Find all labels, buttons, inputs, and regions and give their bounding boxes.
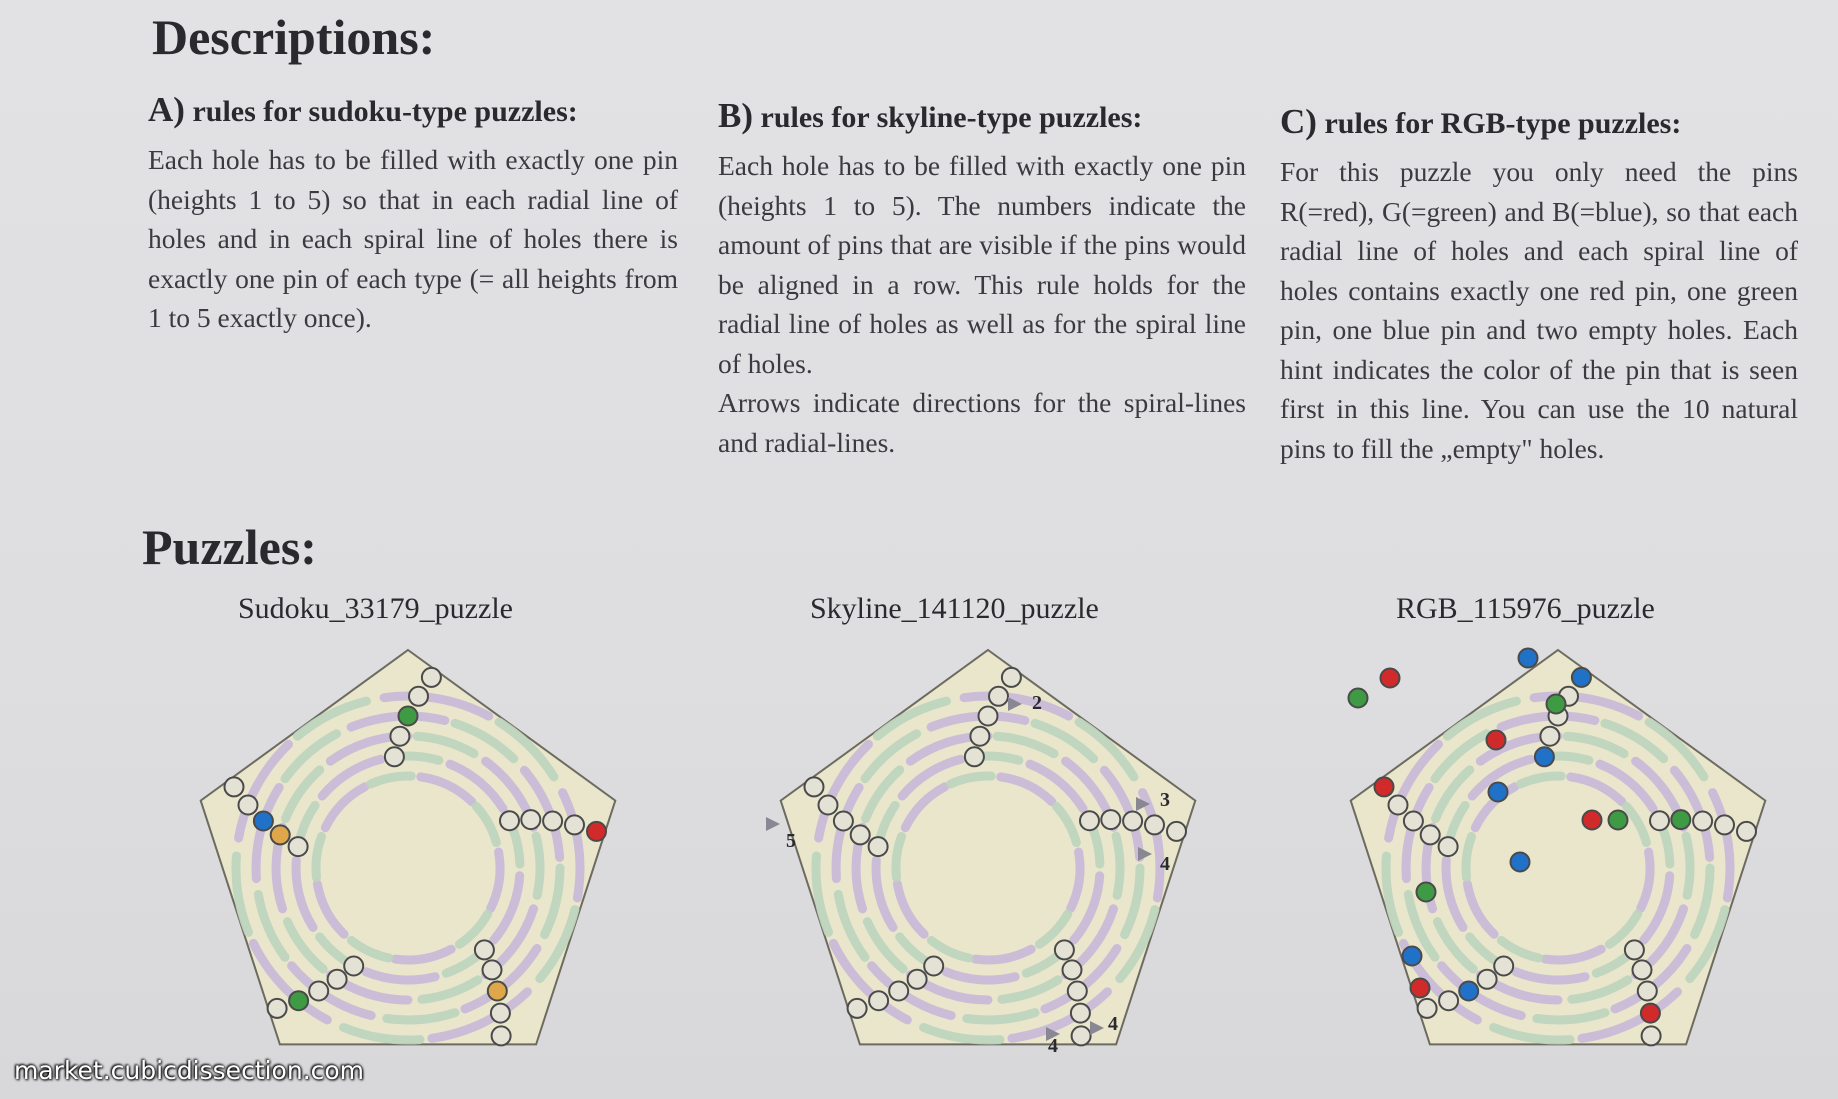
hole	[543, 812, 562, 831]
rule-text-sudoku: Each hole has to be filled with exactly one pin (heights 1 to 5) so that in each radial line of holes and in each spiral line of holes there is exactly one pin of each type (= all heights from 1 to 5 exactly once).	[148, 144, 678, 333]
hole	[989, 687, 1008, 706]
spiral-track-green	[1116, 836, 1120, 895]
hole	[565, 815, 584, 834]
skyline-hint-3: 4	[1160, 853, 1170, 875]
skyline-puzzle-board	[760, 642, 1220, 1082]
hint-pin	[1489, 783, 1508, 802]
hole	[289, 991, 308, 1010]
puzzle-name-skyline: Skyline_141120_puzzle	[810, 592, 1099, 625]
hole	[492, 1026, 511, 1045]
rule-text-skyline: Each hole has to be filled with exactly one pin (heights 1 to 5). The numbers indicate the amount of pins that are visible if the pins would be aligned in a row. This rule holds for the radial line of holes as well as for the spiral line of holes.	[718, 150, 1246, 379]
hint-pin	[1487, 731, 1506, 750]
skyline-hint-2: 3	[1160, 789, 1170, 811]
hole	[924, 957, 943, 976]
hole	[225, 777, 244, 796]
watermark: market.cubicdissection.com	[14, 1056, 365, 1085]
puzzle-name-sudoku: Sudoku_33179_puzzle	[238, 592, 513, 625]
hole	[1671, 810, 1690, 829]
descriptions-title: Descriptions:	[152, 9, 436, 65]
hole	[271, 825, 290, 844]
hole	[1439, 837, 1458, 856]
hole	[1642, 1026, 1661, 1045]
hole	[1737, 822, 1756, 841]
hole	[908, 970, 927, 989]
rule-section-skyline	[718, 96, 1246, 462]
hole	[1638, 982, 1657, 1001]
hole	[1421, 825, 1440, 844]
hole	[483, 960, 502, 979]
hole	[848, 999, 867, 1018]
hole	[1145, 815, 1164, 834]
hole	[1693, 812, 1712, 831]
hole	[475, 940, 494, 959]
spiral-track-green	[536, 836, 540, 895]
rule-text-skyline-arrows: Arrows indicate directions for the spiral-lines and radial-lines.	[718, 387, 1246, 458]
rule-section-sudoku	[148, 90, 678, 338]
hint-arrow-icon	[766, 817, 780, 831]
hole	[289, 837, 308, 856]
hole	[970, 727, 989, 746]
skyline-hint-1: 2	[1032, 692, 1042, 714]
hole	[1540, 727, 1559, 746]
hole	[390, 727, 409, 746]
hole	[587, 822, 606, 841]
hole	[1625, 940, 1644, 959]
hole	[869, 837, 888, 856]
skyline-hint-6: 4	[1108, 1013, 1118, 1035]
hole	[1439, 991, 1458, 1010]
rgb-puzzle-board	[1330, 642, 1790, 1082]
sudoku-puzzle-board	[180, 642, 640, 1082]
hole	[491, 1004, 510, 1023]
hint-pin	[1411, 979, 1430, 998]
hole	[1080, 811, 1099, 830]
hole	[1389, 796, 1408, 815]
rule-letter-b: B)	[718, 96, 753, 135]
hole	[851, 825, 870, 844]
rule-section-rgb	[1280, 102, 1798, 468]
hole	[1715, 815, 1734, 834]
hole	[239, 796, 258, 815]
rule-heading-sudoku	[148, 90, 678, 130]
rule-letter-a: A)	[148, 90, 185, 129]
hole	[1459, 982, 1478, 1001]
hole	[1071, 1004, 1090, 1023]
hole	[1063, 960, 1082, 979]
rule-heading-text-c: rules for RGB-type puzzles:	[1324, 107, 1682, 140]
hole	[1650, 811, 1669, 830]
hole	[1068, 982, 1087, 1001]
rule-text-rgb: For this puzzle you only need the pins R(=red), G(=green) and B(=blue), so that each radial line of holes and each spiral line of holes contains exactly one red pin, one green pin, one blue pin and two empty holes. Each hint indicates the color of the pin that is seen first in this line. You can use the 10 natural pins to fill the „empty" holes.	[1280, 156, 1798, 464]
hole	[328, 970, 347, 989]
hint-pin	[1519, 649, 1538, 668]
puzzle-name-rgb: RGB_115976_puzzle	[1396, 592, 1655, 625]
rule-heading-rgb	[1280, 102, 1798, 142]
hole	[1404, 812, 1423, 831]
hole	[889, 982, 908, 1001]
hole	[834, 812, 853, 831]
hole	[1478, 970, 1497, 989]
hole	[409, 687, 428, 706]
hole	[500, 811, 519, 830]
hole	[521, 810, 540, 829]
hole	[1167, 822, 1186, 841]
spiral-track-green	[1686, 836, 1690, 895]
hint-pin	[1547, 695, 1566, 714]
hole	[344, 957, 363, 976]
hole	[1123, 812, 1142, 831]
hole	[1002, 668, 1021, 687]
rule-heading-text-a: rules for sudoku-type puzzles:	[192, 95, 578, 128]
hole	[399, 707, 418, 726]
puzzles-title: Puzzles:	[142, 519, 317, 575]
skyline-hint-5: 4	[1048, 1035, 1058, 1057]
hint-pin	[1609, 811, 1628, 830]
hole	[805, 777, 824, 796]
hole	[1633, 960, 1652, 979]
hole	[1072, 1026, 1091, 1045]
hint-pin	[1417, 883, 1436, 902]
hole	[309, 982, 328, 1001]
hole	[1101, 810, 1120, 829]
hole	[1535, 747, 1554, 766]
hint-pin	[1583, 811, 1602, 830]
hole	[385, 747, 404, 766]
hole	[1572, 668, 1591, 687]
hole	[1418, 999, 1437, 1018]
hint-pin	[1511, 853, 1530, 872]
hole	[422, 668, 441, 687]
hole	[1641, 1004, 1660, 1023]
hole	[1494, 957, 1513, 976]
hole	[819, 796, 838, 815]
rule-letter-c: C)	[1280, 102, 1317, 141]
rule-heading-text-b: rules for skyline-type puzzles:	[760, 101, 1143, 134]
hole	[268, 999, 287, 1018]
hole	[254, 812, 273, 831]
rule-heading-skyline	[718, 96, 1246, 136]
hint-pin	[1403, 947, 1422, 966]
skyline-hint-4: 5	[786, 830, 796, 852]
hint-pin	[1381, 669, 1400, 688]
hole	[488, 982, 507, 1001]
hole	[979, 707, 998, 726]
hint-pin	[1349, 689, 1368, 708]
hole	[1055, 940, 1074, 959]
hole	[1375, 777, 1394, 796]
hole	[869, 991, 888, 1010]
hole	[965, 747, 984, 766]
